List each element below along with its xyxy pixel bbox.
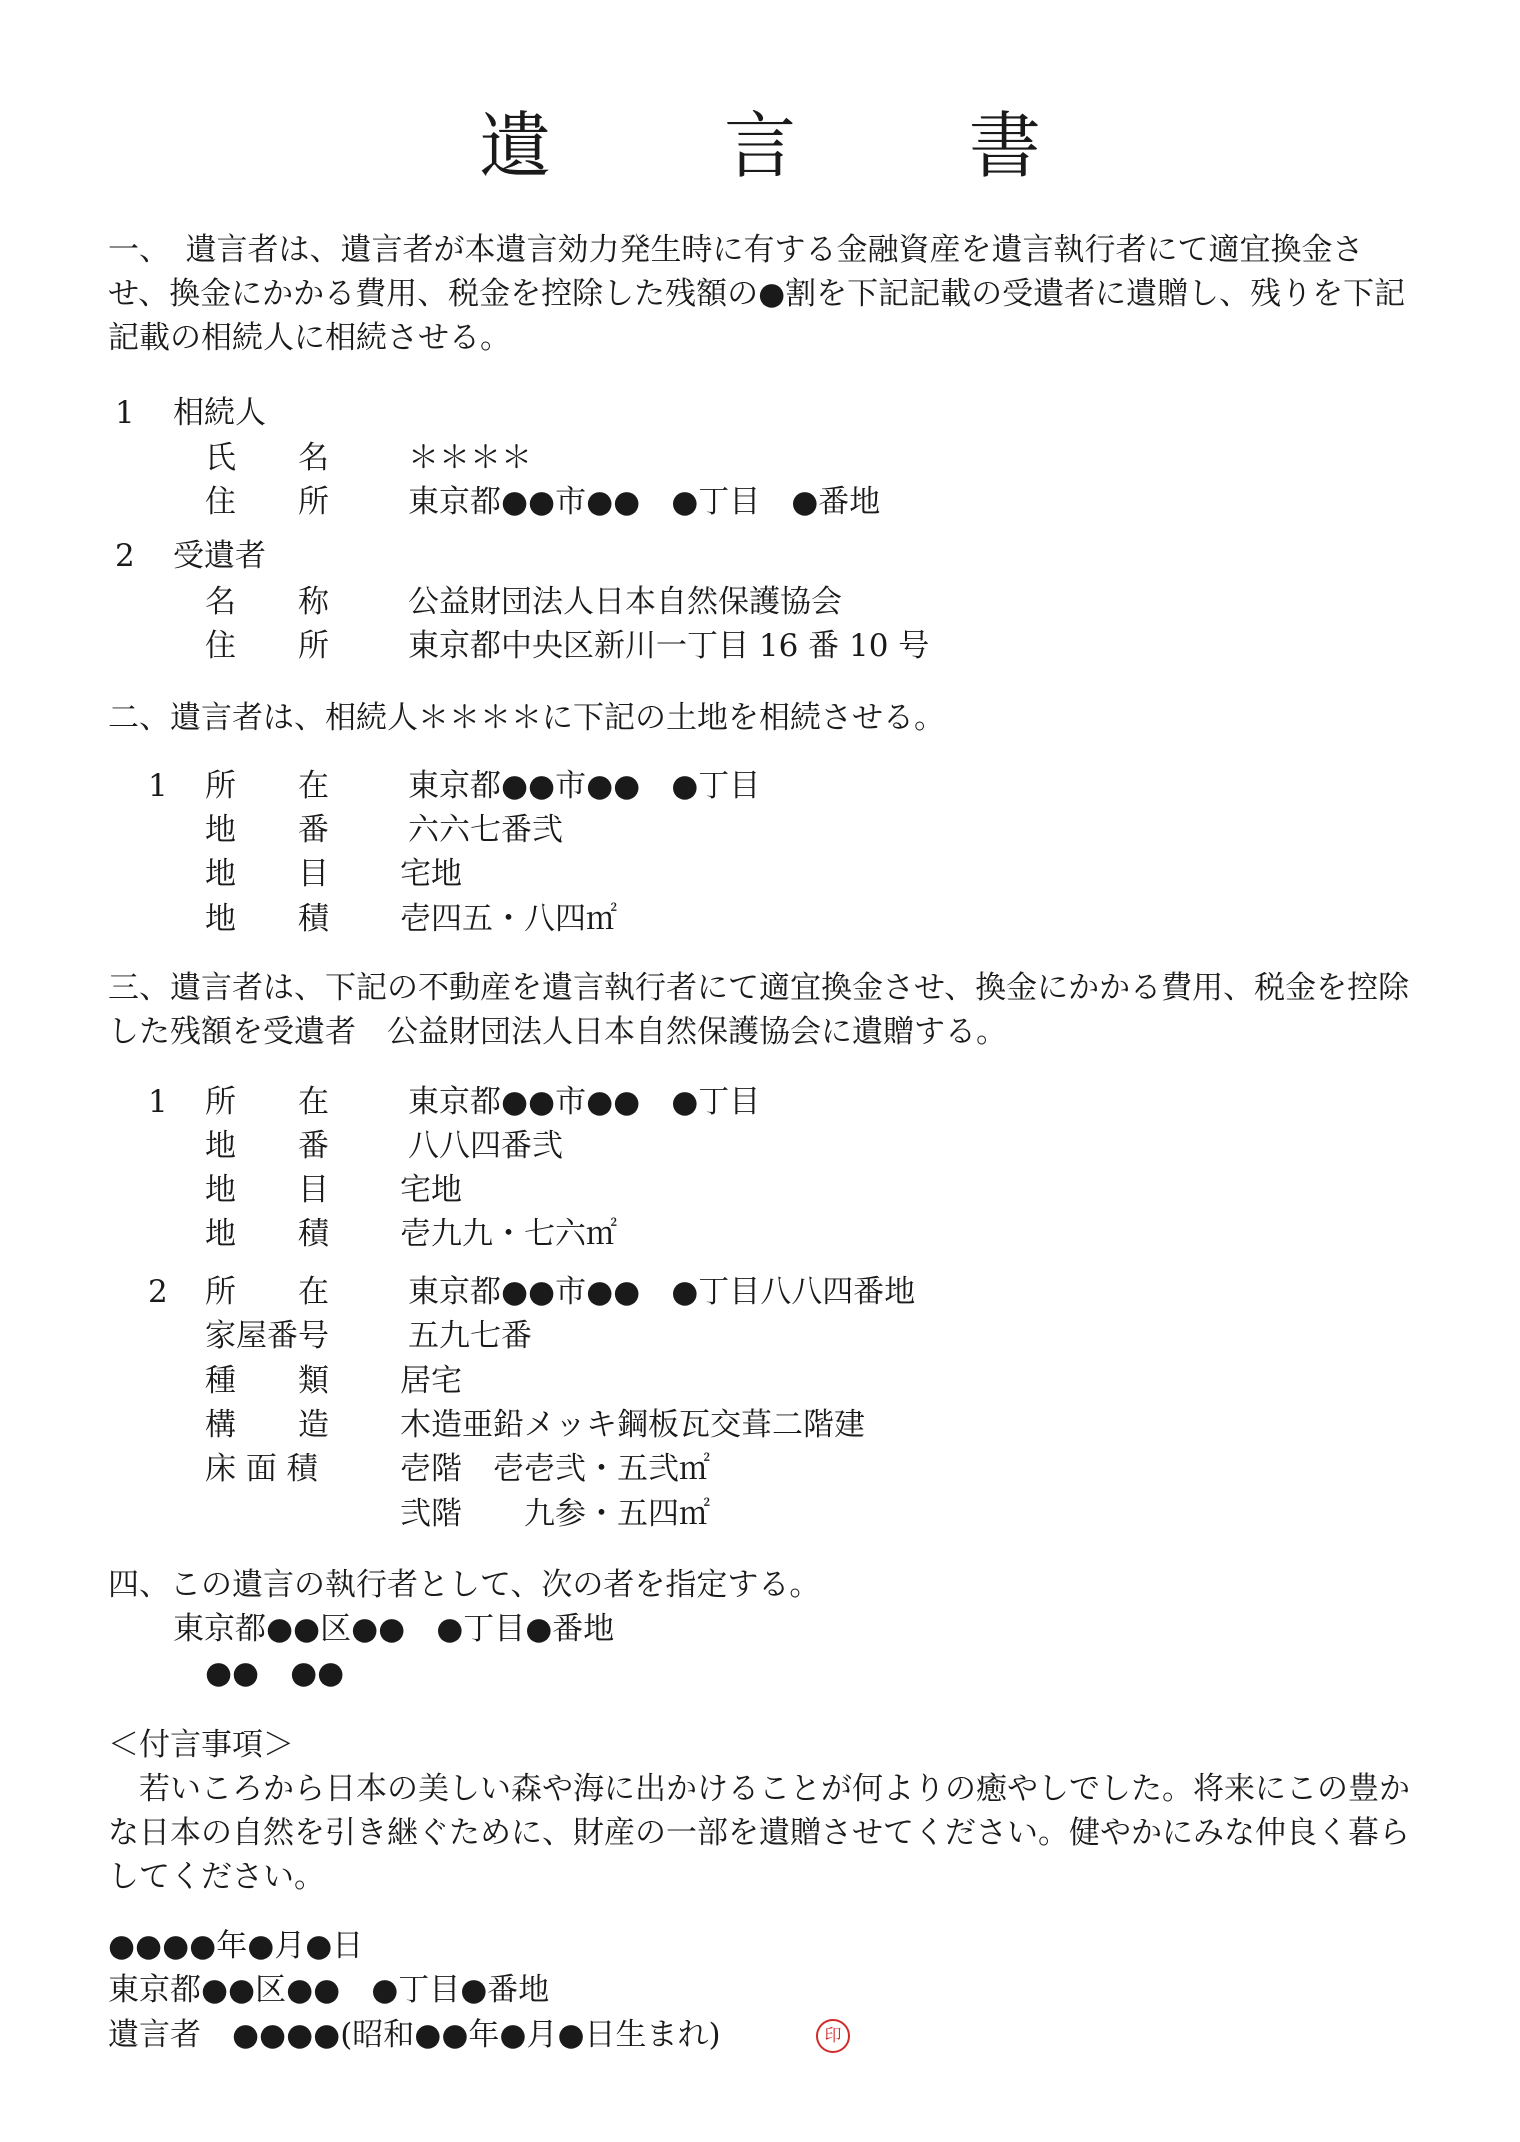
heir-name: ＊＊＊＊: [408, 440, 532, 476]
building-value: 東京都●●市●● ●丁目八八四番地: [408, 1274, 916, 1310]
heir-name-label: 氏 名: [205, 440, 329, 476]
building-label: 構 造: [205, 1407, 329, 1443]
land-2-label: 地 番: [205, 1128, 329, 1164]
legatee-heading: 受遺者: [173, 538, 266, 574]
building-value: 弐階 九参・五四㎡: [400, 1496, 710, 1532]
building-value: 五九七番: [408, 1318, 532, 1354]
legatee-name: 公益財団法人日本自然保護協会: [408, 584, 842, 620]
article-3-text: 三、遺言者は、下記の不動産を遺言執行者にて適宜換金させ、換金にかかる費用、税金を控除した残額を受遺者 公益財団法人日本自然保護協会に遺贈する。: [108, 970, 1410, 1050]
heir-number: 1: [115, 395, 135, 431]
land-1-value: 宅地: [400, 856, 462, 892]
land-1-label: 所 在: [205, 768, 329, 804]
building-value: 壱階 壱壱弐・五弐㎡: [400, 1451, 710, 1487]
land-2-value: 宅地: [400, 1172, 462, 1208]
legatee-name-label: 名 称: [205, 584, 329, 620]
signature-testator: 遺言者 ●●●●(昭和●●年●月●日生まれ): [108, 2017, 721, 2053]
building-number: 2: [148, 1274, 168, 1310]
article-1-text: 一、 遺言者は、遺言者が本遺言効力発生時に有する金融資産を遺言執行者にて適宜換金させ、換金にかかる費用、税金を控除した残額の●割を下記記載の受遺者に遺贈し、残りを下記記載の相続人に相続させる。: [108, 232, 1406, 356]
signature-date: ●●●●年●月●日: [108, 1928, 364, 1964]
building-label: 種 類: [205, 1363, 329, 1399]
document-title: 遺 言 書: [479, 104, 1092, 188]
land-2-value: 壱九九・七六㎡: [400, 1216, 617, 1252]
land-2-label: 所 在: [205, 1084, 329, 1120]
legatee-number: 2: [115, 538, 135, 574]
land-2-label: 地 積: [205, 1216, 329, 1252]
building-label: 家屋番号: [205, 1318, 329, 1354]
supplement-text: 若いころから日本の美しい森や海に出かけることが何よりの癒やしでした。将来にこの豊かな日本の自然を引き継ぐために、財産の一部を遺贈させてください。健やかにみな仲良く暮らしてください。: [108, 1771, 1410, 1895]
land-2-label: 地 目: [205, 1172, 329, 1208]
land-1-value: 東京都●●市●● ●丁目: [408, 768, 761, 804]
heir-address-label: 住 所: [205, 484, 329, 520]
article-2-text: 二、遺言者は、相続人＊＊＊＊に下記の土地を相続させる。: [108, 700, 945, 736]
land-1-label: 地 番: [205, 812, 329, 848]
land-2-value: 東京都●●市●● ●丁目: [408, 1084, 761, 1120]
legatee-address-label: 住 所: [205, 628, 329, 664]
land-2-number: 1: [148, 1084, 168, 1120]
building-label: 床 面 積: [205, 1451, 318, 1487]
heir-heading: 相続人: [173, 395, 266, 431]
land-1-label: 地 目: [205, 856, 329, 892]
building-value: 居宅: [400, 1363, 462, 1399]
article-4-text: 四、この遺言の執行者として、次の者を指定する。: [108, 1567, 821, 1603]
legatee-address: 東京都中央区新川一丁目 16 番 10 号: [408, 628, 930, 664]
land-1-value: 六六七番弐: [408, 812, 563, 848]
executor-name: ●● ●●: [205, 1655, 345, 1691]
land-1-number: 1: [148, 768, 168, 804]
land-1-value: 壱四五・八四㎡: [400, 901, 617, 937]
supplement-heading: ＜付言事項＞: [108, 1727, 294, 1763]
land-1-label: 地 積: [205, 901, 329, 937]
signature-address: 東京都●●区●● ●丁目●番地: [108, 1972, 550, 2008]
building-value: 木造亜鉛メッキ鋼板瓦交葺二階建: [400, 1407, 865, 1443]
building-label: 所 在: [205, 1274, 329, 1310]
seal-stamp: 印: [816, 2019, 850, 2053]
executor-address: 東京都●●区●● ●丁目●番地: [173, 1611, 615, 1647]
heir-address: 東京都●●市●● ●丁目 ●番地: [408, 484, 881, 520]
land-2-value: 八八四番弐: [408, 1128, 563, 1164]
